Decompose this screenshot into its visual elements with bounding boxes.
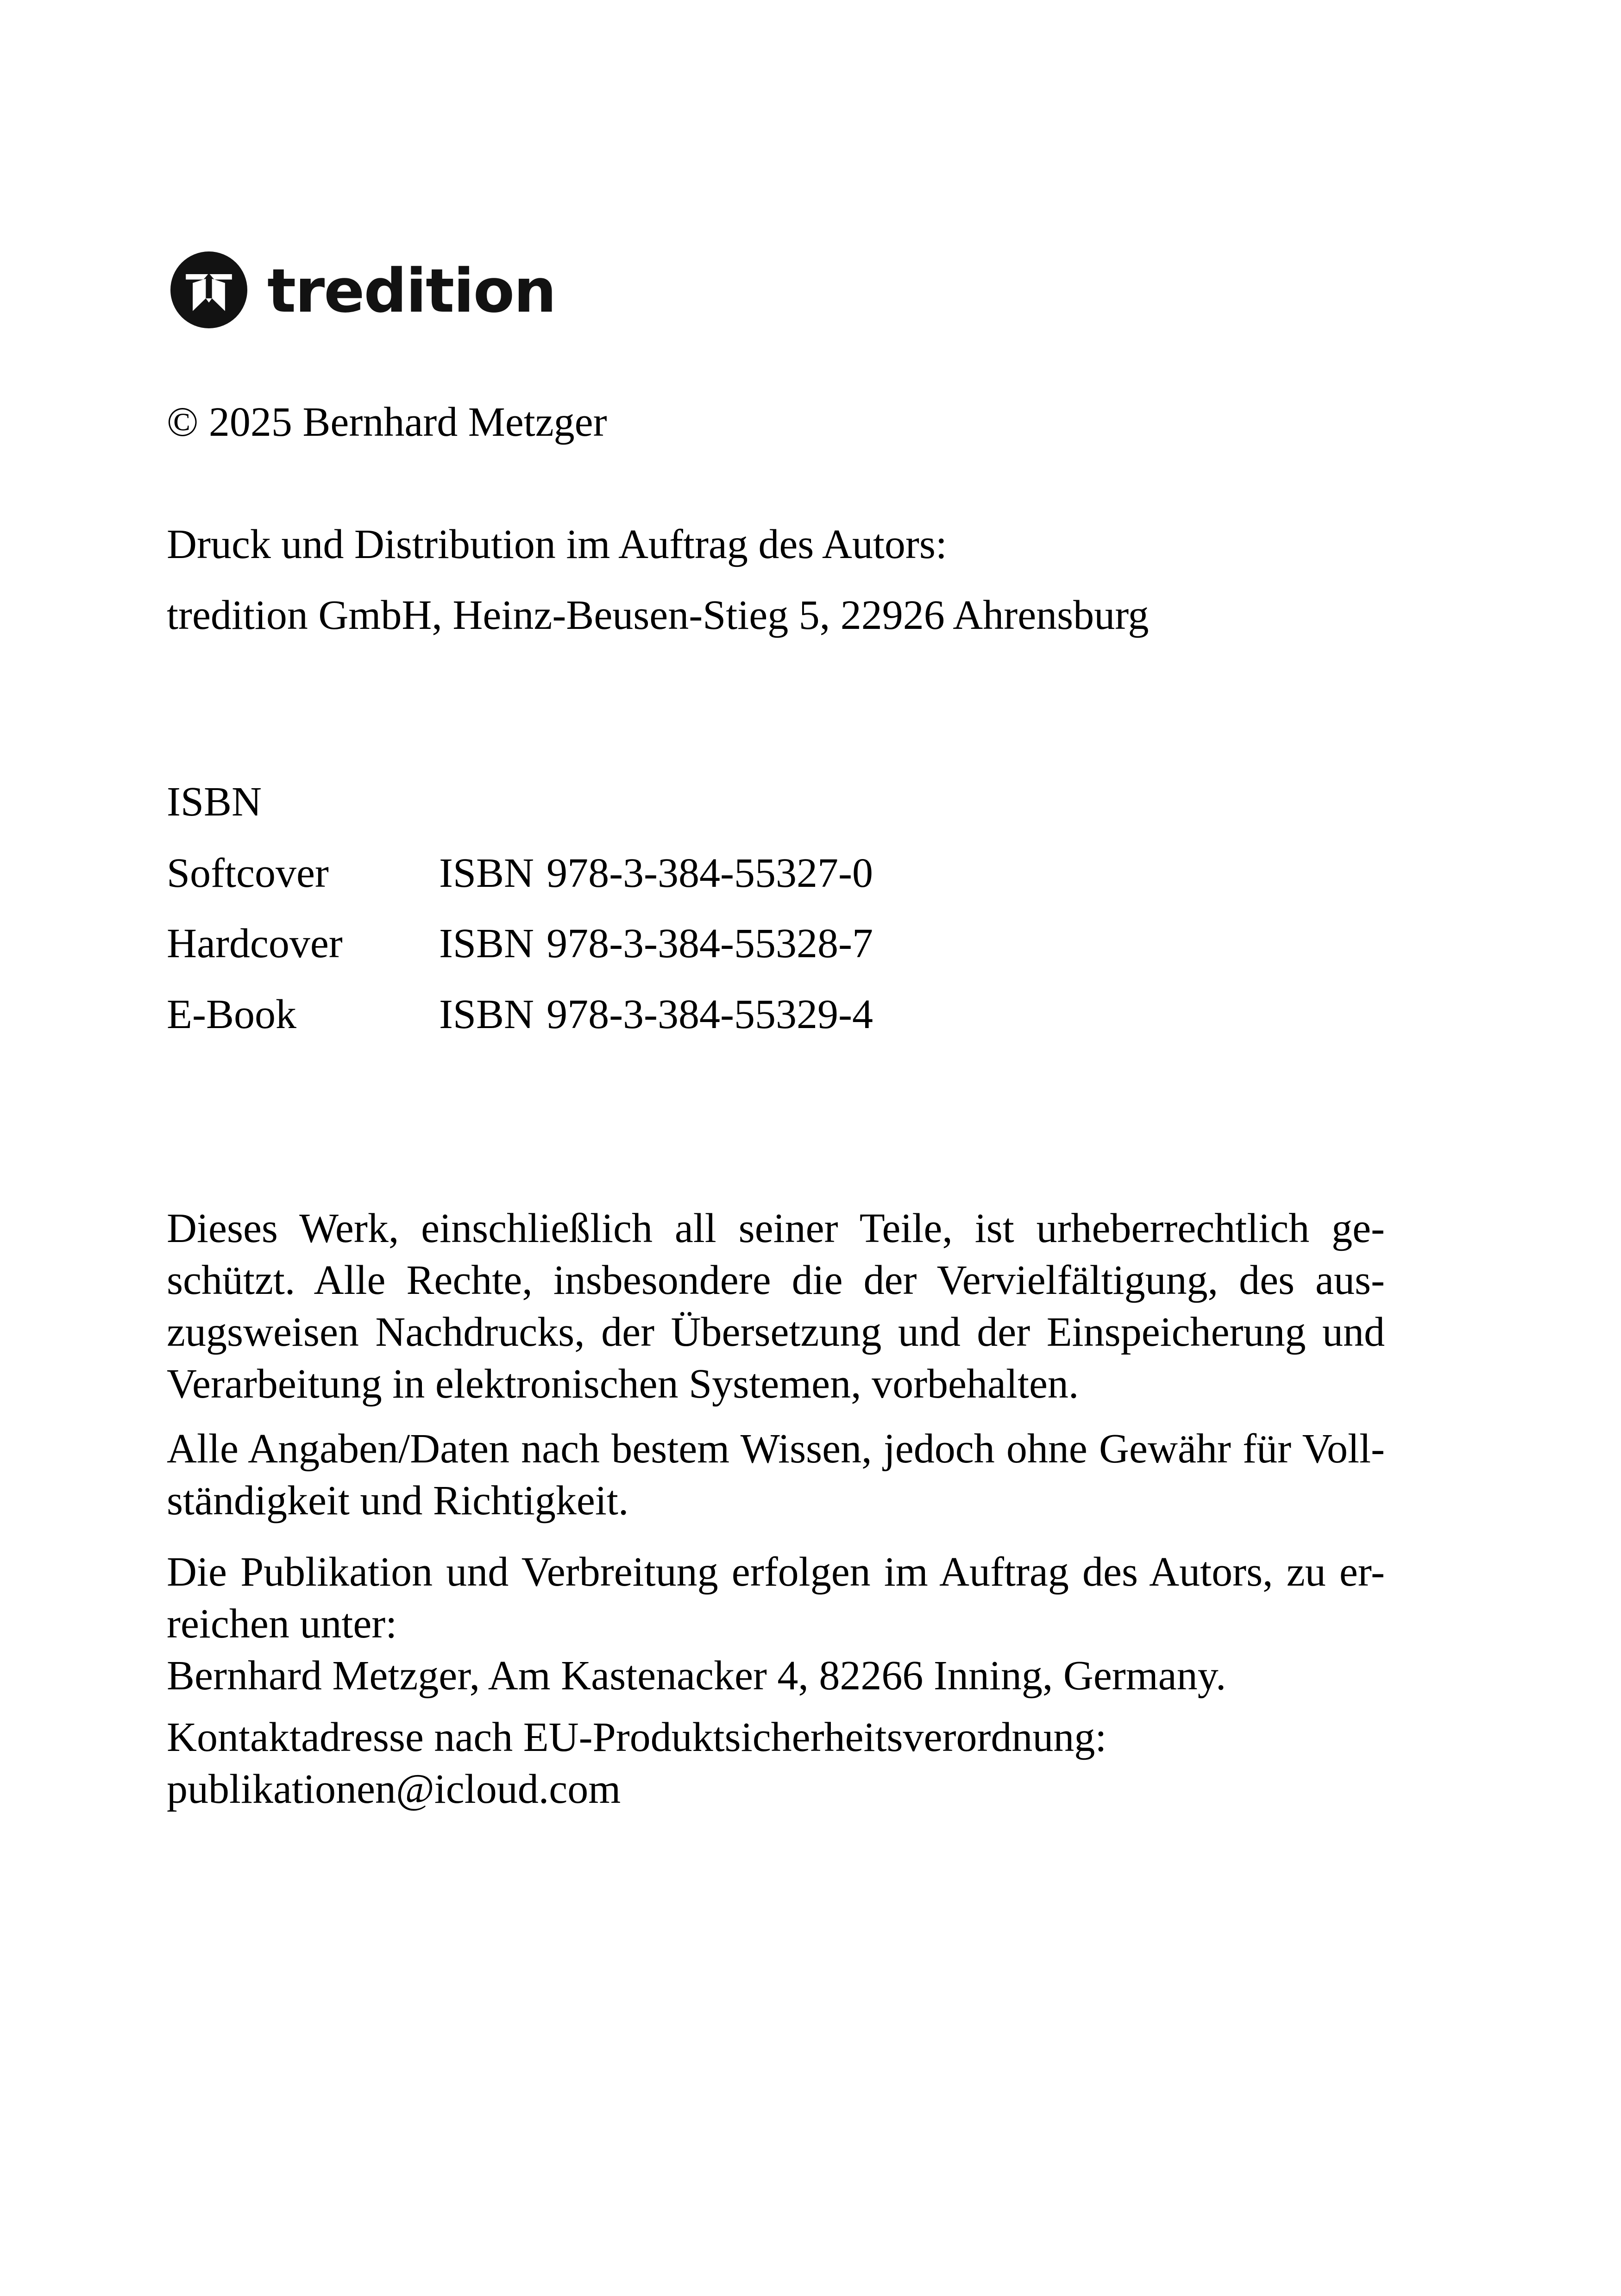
isbn-row-hardcover [167, 918, 1385, 970]
distribution-line-1: Druck und Distribution im Auftrag des Autors: [167, 521, 947, 567]
rights-paragraph-line-3: zugsweisen Nachdrucks, der Übersetzung und der Einspeicherung und [167, 1309, 1385, 1355]
copyright-notice: © 2025 Bernhard Metzger [167, 399, 607, 445]
isbn-prefix: ISBN [439, 850, 534, 896]
isbn-prefix: ISBN [439, 991, 534, 1037]
brand-name: tredition [267, 256, 556, 326]
isbn-number: 978-3-384-55329-4 [547, 991, 873, 1037]
isbn-row-softcover [167, 847, 1385, 899]
isbn-format-label: Softcover [167, 850, 329, 896]
eu-contact-paragraph [167, 1712, 1385, 1815]
isbn-prefix: ISBN [439, 921, 534, 966]
rights-paragraph-line-1: Dieses Werk, einschließlich all seiner Teile, ist urheberrechtlich ge- [167, 1205, 1385, 1251]
tredition-logo-icon [170, 251, 247, 331]
distribution-line-2: tredition GmbH, Heinz-Beusen-Stieg 5, 22926 Ahrensburg [167, 592, 1149, 638]
tredition-logo [170, 252, 556, 329]
publication-contact-line-1: Die Publikation und Verbreitung erfolgen im Auftrag des Autors, zu er- [167, 1549, 1385, 1595]
rights-paragraph [167, 1203, 1385, 1410]
isbn-format-label: E-Book [167, 991, 296, 1037]
isbn-number: 978-3-384-55328-7 [547, 921, 873, 966]
isbn-format-label: Hardcover [167, 921, 343, 966]
isbn-number: 978-3-384-55327-0 [547, 850, 873, 896]
disclaimer-paragraph [167, 1423, 1385, 1527]
contact-email: publikationen@icloud.com [167, 1766, 621, 1812]
author-address-line: Bernhard Metzger, Am Kastenacker 4, 82266 Inning, Germany. [167, 1653, 1226, 1699]
rights-paragraph-line-4: Verarbeitung in elektronischen Systemen, vorbehalten. [167, 1361, 1079, 1407]
publication-contact-line-2: reichen unter: [167, 1601, 397, 1647]
rights-paragraph-line-2: schützt. Alle Rechte, insbesondere die der Vervielfältigung, des aus- [167, 1257, 1385, 1303]
isbn-row-ebook [167, 989, 1385, 1041]
eu-contact-line-1: Kontaktadresse nach EU-Produktsicherheitsverordnung: [167, 1714, 1107, 1760]
disclaimer-paragraph-line-1: Alle Angaben/Daten nach bestem Wissen, jedoch ohne Gewähr für Voll- [167, 1426, 1385, 1472]
disclaimer-paragraph-line-2: ständigkeit und Richtigkeit. [167, 1478, 629, 1524]
isbn-heading: ISBN [167, 779, 262, 825]
publication-contact-paragraph [167, 1546, 1385, 1702]
